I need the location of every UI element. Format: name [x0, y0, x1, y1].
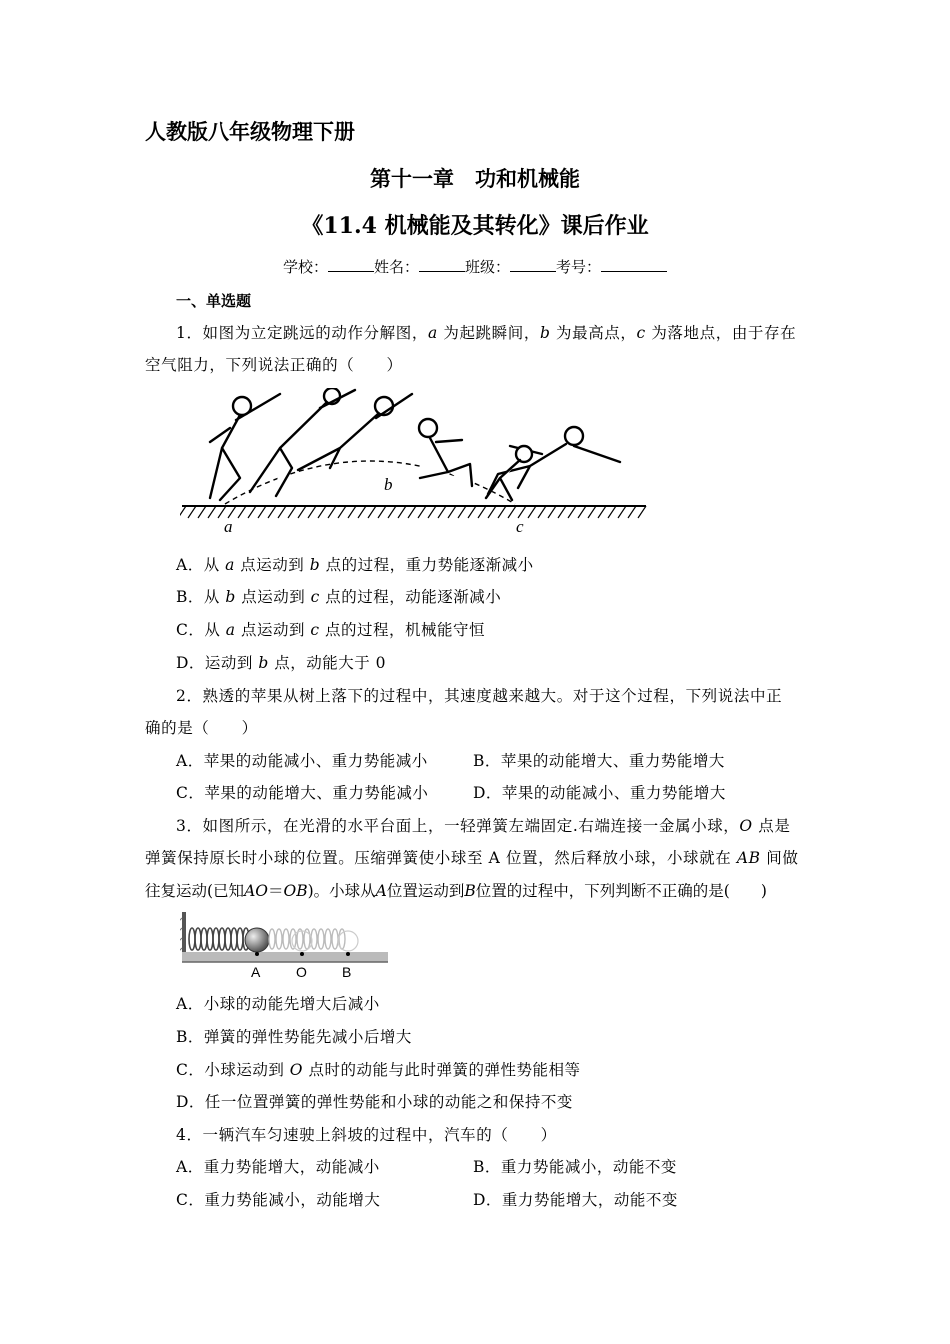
- q1-option-a[interactable]: A．从 a 点运动到 b 点的过程，重力势能逐渐减小: [176, 556, 534, 574]
- label-a: A: [251, 964, 261, 980]
- name-blank[interactable]: [419, 257, 465, 272]
- q2-stem-line1: 2．熟透的苹果从树上落下的过程中，其速度越来越大。对于这个过程，下列说法中正: [176, 687, 783, 705]
- school-label: 学校：: [282, 258, 328, 276]
- q1-option-b[interactable]: B．从 b 点运动到 c 点的过程，动能逐渐减小: [176, 588, 502, 606]
- q4-stem-line1: 4．一辆汽车匀速驶上斜坡的过程中，汽车的（ ）: [176, 1126, 557, 1144]
- q3-stem-line2: 弹簧保持原长时小球的位置。压缩弹簧使小球至 A 位置，然后释放小球，小球就在 AB 间做: [145, 849, 799, 867]
- name-label: 姓名：: [373, 258, 419, 276]
- class-blank[interactable]: [510, 257, 556, 272]
- q2-option-a[interactable]: A．苹果的动能减小、重力势能减小: [176, 752, 428, 770]
- q3-option-d[interactable]: D．任一位置弹簧的弹性势能和小球的动能之和保持不变: [176, 1093, 573, 1111]
- long-jump-figure: [180, 388, 650, 540]
- school-blank[interactable]: [328, 257, 374, 272]
- q2-option-c[interactable]: C．苹果的动能增大、重力势能减小: [176, 784, 429, 802]
- q2-stem-line2: 确的是（ ）: [145, 719, 258, 737]
- section-heading: 一、单选题: [176, 292, 252, 310]
- q3-stem-line1: 3．如图所示，在光滑的水平台面上，一轻弹簧左端固定.右端连接一金属小球，O 点是: [176, 817, 791, 835]
- label-a: a: [224, 517, 233, 536]
- label-c: c: [516, 517, 524, 536]
- q4-option-b[interactable]: B．重力势能减小，动能不变: [473, 1158, 677, 1176]
- q3-option-b[interactable]: B．弹簧的弹性势能先减小后增大: [176, 1028, 412, 1046]
- q3-stem-line3: 往复运动(已知AO＝OB)。小球从A位置运动到B位置的过程中，下列判断不正确的是( ): [145, 882, 767, 900]
- label-b: B: [342, 964, 352, 980]
- q1-stem-line1: 1．如图为立定跳远的动作分解图，a 为起跳瞬间，b 为最高点，c 为落地点，由于存在: [176, 324, 797, 342]
- exam-number-blank[interactable]: [601, 257, 667, 272]
- q3-option-c[interactable]: C．小球运动到 O 点时的动能与此时弹簧的弹性势能相等: [176, 1061, 581, 1079]
- q4-option-a[interactable]: A．重力势能增大，动能减小: [176, 1158, 380, 1176]
- spring-ball-figure: [180, 908, 392, 982]
- chapter-title: 第十一章 功和机械能: [370, 166, 580, 191]
- label-o: O: [296, 964, 307, 980]
- label-b: b: [384, 475, 393, 494]
- student-info-line: [0, 256, 950, 277]
- q1-option-c[interactable]: C．从 a 点运动到 c 点的过程，机械能守恒: [176, 621, 486, 639]
- class-label: 班级：: [465, 258, 511, 276]
- q1-option-d[interactable]: D．运动到 b 点，动能大于 0: [176, 654, 387, 672]
- q3-option-a[interactable]: A．小球的动能先增大后减小: [176, 995, 380, 1013]
- q4-option-d[interactable]: D．重力势能增大，动能不变: [473, 1191, 678, 1209]
- book-title: 人教版八年级物理下册: [145, 119, 355, 144]
- q1-stem-line2: 空气阻力，下列说法正确的（ ）: [145, 356, 403, 374]
- lesson-title: 《11.4 机械能及其转化》课后作业: [301, 213, 649, 239]
- q2-option-d[interactable]: D．苹果的动能减小、重力势能增大: [473, 784, 726, 802]
- exam-label: 考号：: [556, 258, 602, 276]
- q2-option-b[interactable]: B．苹果的动能增大、重力势能增大: [473, 752, 725, 770]
- q4-option-c[interactable]: C．重力势能减小，动能增大: [176, 1191, 381, 1209]
